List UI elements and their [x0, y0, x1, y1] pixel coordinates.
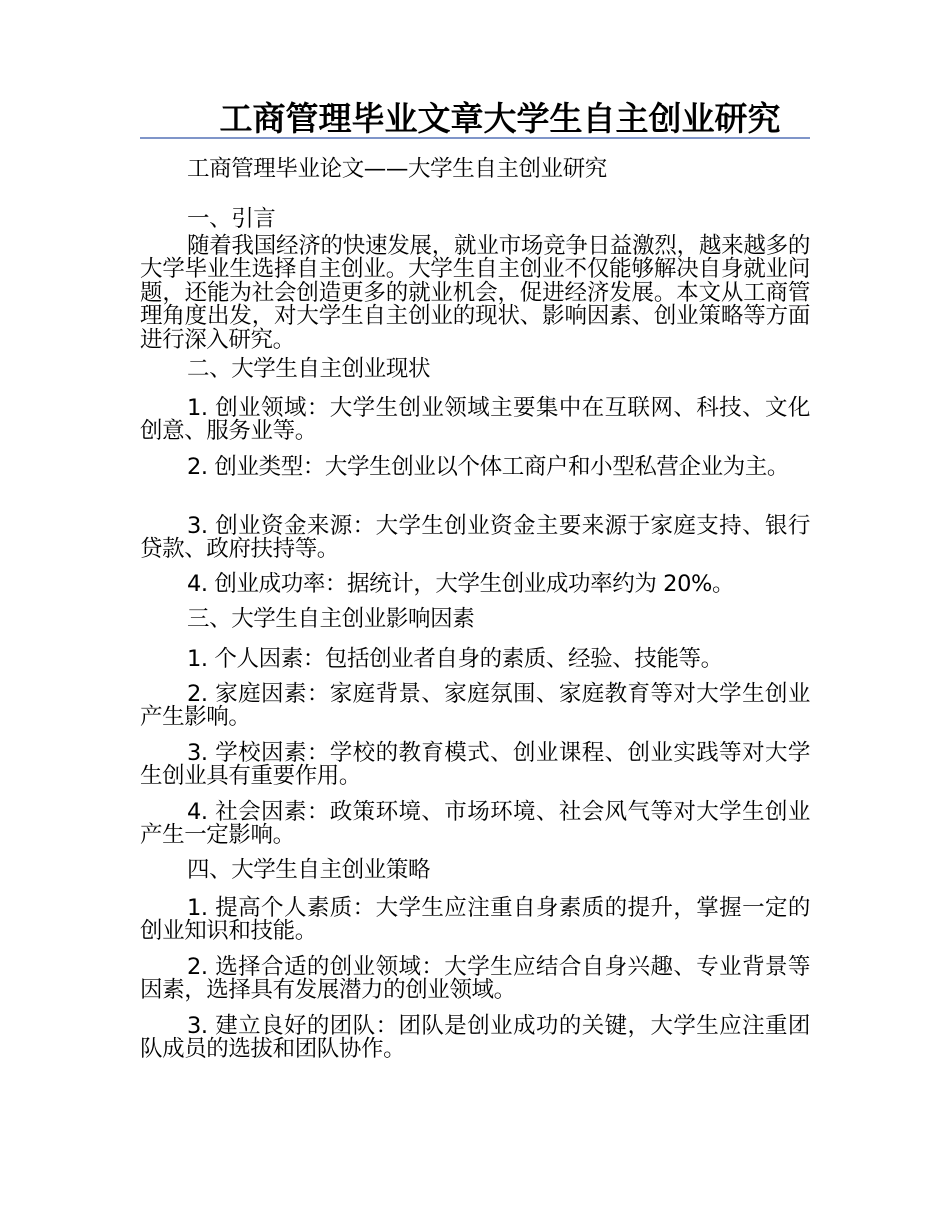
section-heading-status: 二、大学生自主创业现状 — [187, 356, 431, 382]
factor-item-3: 3. 学校因素：学校的教育模式、创业课程、创业实践等对大学生创业具有重要作用。 — [140, 740, 810, 790]
status-item-2: 2. 创业类型：大学生创业以个体工商户和小型私营企业为主。 — [187, 454, 790, 480]
status-item-3: 3. 创业资金来源：大学生创业资金主要来源于家庭支持、银行贷款、政府扶持等。 — [140, 513, 810, 563]
status-item-4: 4. 创业成功率：据统计，大学生创业成功率约为 20%。 — [187, 571, 735, 597]
section-heading-intro: 一、引言 — [187, 206, 276, 232]
factor-item-4: 4. 社会因素：政策环境、市场环境、社会风气等对大学生创业产生一定影响。 — [140, 799, 810, 849]
strategy-item-3: 3. 建立良好的团队：团队是创业成功的关键，大学生应注重团队成员的选拔和团队协作。 — [140, 1013, 810, 1063]
section-heading-strategies: 四、大学生自主创业策略 — [187, 857, 431, 883]
document-page — [140, 99, 810, 1063]
intro-paragraph: 随着我国经济的快速发展，就业市场竞争日益激烈，越来越多的大学毕业生选择自主创业。大学生自主创业不仅能够解决自身就业问题，还能为社会创造更多的就业机会，促进经济发展。本文从工商管理角度出发，对大学生自主创业的现状、影响因素、创业策略等方面进行深入研究。 — [140, 233, 810, 353]
strategy-item-2: 2. 选择合适的创业领域：大学生应结合自身兴趣、专业背景等因素，选择具有发展潜力的创业领域。 — [140, 954, 810, 1004]
subtitle-paragraph: 工商管理毕业论文——大学生自主创业研究 — [187, 156, 607, 182]
document-title: 工商管理毕业文章大学生自主创业研究 — [219, 99, 781, 138]
factor-item-1: 1. 个人因素：包括创业者自身的素质、经验、技能等。 — [187, 646, 723, 672]
section-heading-factors: 三、大学生自主创业影响因素 — [187, 606, 475, 632]
status-item-1: 1. 创业领域：大学生创业领域主要集中在互联网、科技、文化创意、服务业等。 — [140, 395, 810, 445]
strategy-item-1: 1. 提高个人素质：大学生应注重自身素质的提升，掌握一定的创业知识和技能。 — [140, 895, 810, 945]
factor-item-2: 2. 家庭因素：家庭背景、家庭氛围、家庭教育等对大学生创业产生影响。 — [140, 681, 810, 731]
